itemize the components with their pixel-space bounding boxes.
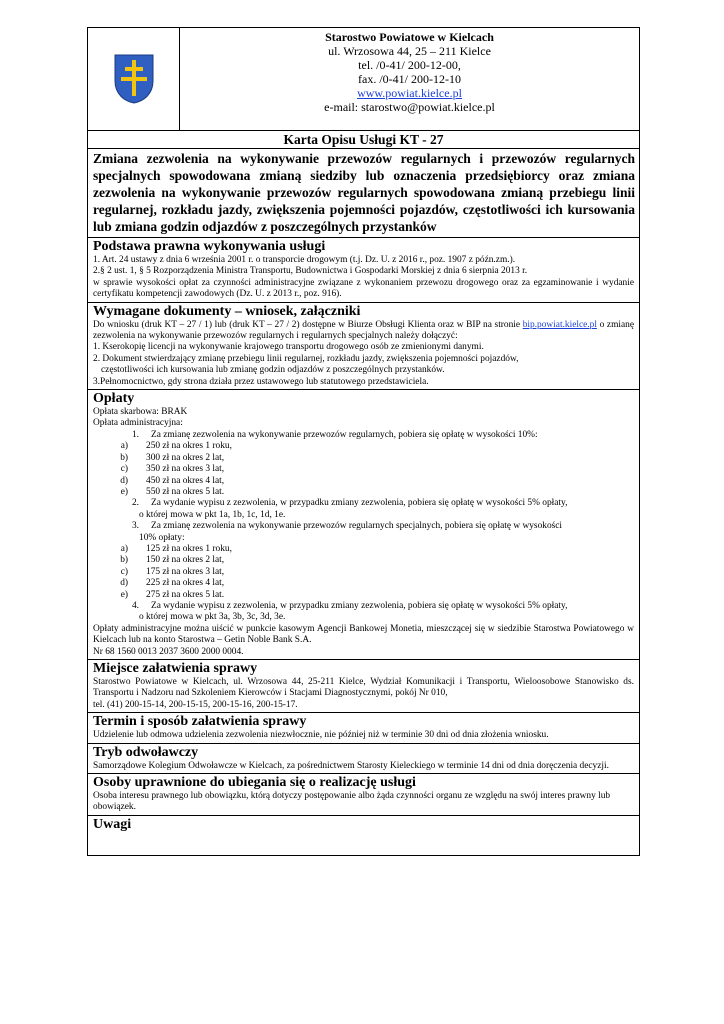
deadline-heading: Termin i sposób załatwienia sprawy xyxy=(93,714,307,730)
fee-item: 2. Za wydanie wypisu z zezwolenia, w przypadku zmiany zezwolenia, pobiera się opłatę w wysokości 5% opłaty, xyxy=(131,498,568,509)
crest-cell xyxy=(88,28,180,130)
coat-of-arms-icon xyxy=(113,53,155,105)
appeal-text: Samorządowe Kolegium Odwoławcze w Kielcach, za pośrednictwem Starosty Kieleckiego w terminie 14 dni od dnia doręczenia decyzji. xyxy=(93,760,609,771)
fees-section xyxy=(88,389,639,659)
persons-text: Osoba interesu prawnego lub obowiązku, którą dotyczy postępowanie albo żąda czynności organu ze względu na swój interes prawny lub obowiązek. xyxy=(93,791,611,813)
legal-basis-line-2: 2.§ 2 ust. 1, § 5 Rozporządzenia Ministra Transportu, Budownictwa i Gospodarki Morskiej z dnia 6 sierpnia 2013 r. xyxy=(93,266,528,277)
bank-account: Nr 68 1560 0013 2037 3600 2000 0004. xyxy=(93,646,244,657)
bip-link[interactable]: bip.powiat.kielce.pl xyxy=(522,319,597,330)
documents-item-3: 3.Pełnomocnictwo, gdy strona działa przez ustawowego lub statutowego przedstawiciela. xyxy=(93,376,429,387)
card-title: Karta Opisu Usługi KT - 27 xyxy=(88,130,639,148)
place-text: Starostwo Powiatowe w Kielcach, ul. Wrzosowa 44, 25-211 Kielce, Wydział Komunikacji i Transportu, Wieloosobowe Stanowisko ds. Transportu i Nadzoru nad Szkoleniem Kierowców i Stacjami Diagnostycznymi, pokój Nr 010, xyxy=(93,677,634,699)
remarks-heading: Uwagi xyxy=(93,816,132,832)
fee-subitem: d) 450 zł na okres 4 lat, xyxy=(120,475,225,486)
documents-heading: Wymagane dokumenty – wniosek, załączniki xyxy=(93,303,361,319)
appeal-section xyxy=(88,743,639,773)
fee-subitem: c) 350 zł na okres 3 lat, xyxy=(120,464,225,475)
fee-subitem: c) 175 zł na okres 3 lat, xyxy=(120,566,225,577)
legal-basis-section xyxy=(88,237,639,302)
deadline-section xyxy=(88,712,639,742)
website-link[interactable]: www.powiat.kielce.pl xyxy=(357,86,462,100)
fee-item-cont: 10% opłaty: xyxy=(139,532,185,543)
legal-basis-line-3: w sprawie wysokości opłat za czynności administracyjne związane z wykonaniem przewozu drogowego oraz za egzaminowanie i wydanie certyfikatu kompetencji zawodowych (Dz. U. z 2013 r., poz. 916). xyxy=(93,277,634,300)
documents-section xyxy=(88,302,639,389)
place-phone: tel. (41) 200-15-14, 200-15-15, 200-15-16, 200-15-17. xyxy=(93,699,298,710)
persons-section xyxy=(88,773,639,815)
appeal-heading: Tryb odwoławczy xyxy=(93,744,199,760)
place-heading: Miejsce załatwienia sprawy xyxy=(93,661,258,676)
fee-item-cont: o której mowa w pkt 3a, 3b, 3c, 3d, 3e. xyxy=(139,612,286,623)
place-section xyxy=(88,659,639,712)
legal-basis-heading: Podstawa prawna wykonywania usługi xyxy=(93,239,326,254)
admin-fee-label: Opłata administracyjna: xyxy=(93,418,183,429)
service-title: Zmiana zezwolenia na wykonywanie przewozów regularnych i przewozów regularnych specjalnych spowodowana zmianą siedziby lub oznaczenia przedsiębiorcy oraz zmiana zezwolenia na wykonywanie przewozów regularnych spowodowana zmianą przebiegu linii regularnej, rozkładu jazdy, zwiększenia pojemności pojazdów, częstotliwości ich kursowania lub zmiana godzin odjazdów z poszczególnych przystanków xyxy=(88,148,639,237)
fee-subitem: b) 300 zł na okres 2 lat, xyxy=(120,452,225,463)
office-email[interactable]: e-mail: starostwo@powiat.kielce.pl xyxy=(324,100,495,114)
documents-item-2-cont: częstotliwości ich kursowania lub zmianę godzin odjazdów z poszczególnych przystanków. xyxy=(101,365,445,376)
documents-item-2: 2. Dokument stwierdzający zmianę przebiegu linii regularnej, rozkładu jazdy, zwiększenia pojemności pojazdów, xyxy=(93,353,519,364)
fee-subitem: b) 150 zł na okres 2 lat, xyxy=(120,555,225,566)
office-address xyxy=(180,28,639,130)
office-phone: tel. /0-41/ 200-12-00, xyxy=(358,58,461,72)
fee-subitem: e) 550 zł na okres 5 lat. xyxy=(120,486,225,497)
office-fax: fax. /0-41/ 200-12-10 xyxy=(358,72,461,86)
fee-subitem: a) 125 zł na okres 1 roku, xyxy=(120,543,232,554)
fee-item-cont: o której mowa w pkt 1a, 1b, 1c, 1d, 1e. xyxy=(139,509,286,520)
office-name: Starostwo Powiatowe w Kielcach xyxy=(325,30,494,44)
service-card xyxy=(87,27,640,856)
documents-item-1: 1. Kserokopię licencji na wykonywanie krajowego transportu drogowego osób ze zmienionymi danymi. xyxy=(93,342,484,353)
fee-item: 1. Za zmianę zezwolenia na wykonywanie przewozów regularnych, pobiera się opłatę w wysokości 10%: xyxy=(131,429,538,440)
legal-basis-line-1: 1. Art. 24 ustawy z dnia 6 września 2001 r. o transporcie drogowym (t.j. Dz. U. z 2016 r., poz. 1907 z późn.zm.). xyxy=(93,255,516,265)
deadline-text: Udzielenie lub odmowa udzielenia zezwolenia niezwłocznie, nie później niż w terminie 30 dni od dnia złożenia wniosku. xyxy=(93,730,549,741)
stamp-duty: Opłata skarbowa: BRAK xyxy=(93,407,188,418)
fee-subitem: e) 275 zł na okres 5 lat. xyxy=(120,589,225,600)
header xyxy=(88,28,639,130)
remarks-section xyxy=(88,815,639,855)
documents-intro: Do wniosku (druk KT – 27 / 1) lub (druk KT – 27 / 2) dostępne w Biurze Obsługi Klienta oraz w BIP na stronie bip.powiat.kielce.pl o zmianę zezwolenia na wykonywanie przewozów regularnych i regularnych specjalnych należy dołączyć: xyxy=(93,319,634,342)
payment-info: Opłaty administracyjne można uiścić w punkcie kasowym Agencji Bankowej Monetia, mieszczącej się w siedzibie Starostwa Powiatowego w Kielcach lub na konto Starostwa – Getin Noble Bank S.A. xyxy=(93,623,634,646)
office-street: ul. Wrzosowa 44, 25 – 211 Kielce xyxy=(328,44,491,58)
fee-item: 4. Za wydanie wypisu z zezwolenia, w przypadku zmiany zezwolenia, pobiera się opłatę w wysokości 5% opłaty, xyxy=(131,600,568,611)
fee-subitem: d) 225 zł na okres 4 lat, xyxy=(120,578,225,589)
fee-item: 3. Za zmianę zezwolenia na wykonywanie przewozów regularnych specjalnych, pobiera się opłatę w wysokości xyxy=(131,521,563,532)
fee-subitem: a) 250 zł na okres 1 roku, xyxy=(120,441,232,452)
persons-heading: Osoby uprawnione do ubiegania się o realizację usługi xyxy=(93,775,416,791)
fees-heading: Opłaty xyxy=(93,391,135,407)
